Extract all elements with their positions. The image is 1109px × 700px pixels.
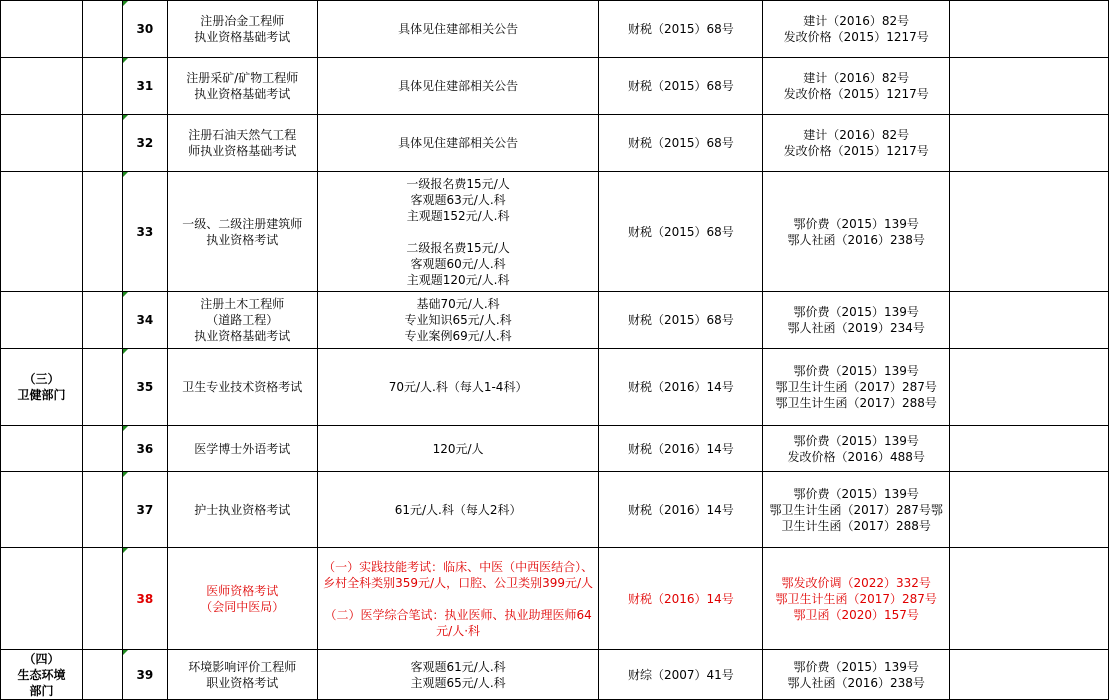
blank-cell — [82, 1, 122, 58]
tax-policy: 财税（2015）68号 — [599, 58, 763, 115]
tax-policy: 财税（2015）68号 — [599, 1, 763, 58]
tax-policy: 财税（2016）14号 — [599, 426, 763, 472]
pricing-docs: 鄂价费（2015）139号 鄂人社函（2016）238号 — [763, 650, 950, 700]
exam-name: 护士执业资格考试 — [167, 472, 317, 548]
category-health: （三） 卫健部门 — [1, 349, 83, 426]
table-row — [1, 115, 1109, 172]
fee-practical: （一）实践技能考试：临床、中医（中西医结合）、乡村全科类别359元/人，口腔、公卫类别399元/人 — [323, 559, 594, 590]
exam-name: 一级、二级注册建筑师 执业资格考试 — [167, 172, 317, 292]
fee-level-one: 一级报名费15元/人 客观题63元/人.科 主观题152元/人.科 — [406, 176, 510, 223]
fee-standard — [317, 172, 599, 292]
tax-policy: 财税（2016）14号 — [599, 349, 763, 426]
remarks-cell — [950, 172, 1109, 292]
table-row — [1, 426, 1109, 472]
tax-policy: 财综（2007）41号 — [599, 650, 763, 700]
table-row — [1, 548, 1109, 650]
category-cell — [1, 172, 83, 292]
row-number: 38 — [122, 548, 167, 650]
table-row — [1, 292, 1109, 349]
fee-level-two: 二级报名费15元/人 客观题60元/人.科 主观题120元/人.科 — [406, 240, 510, 287]
fee-standard: 具体见住建部相关公告 — [317, 115, 599, 172]
remarks-cell — [950, 426, 1109, 472]
row-number: 35 — [122, 349, 167, 426]
exam-name: 注册石油天然气工程 师执业资格基础考试 — [167, 115, 317, 172]
fee-written: （二）医学综合笔试：执业医师、执业助理医师64元/人·科 — [324, 607, 592, 638]
row-number: 37 — [122, 472, 167, 548]
blank-cell — [82, 548, 122, 650]
fee-standard: 客观题61元/人.科 主观题65元/人.科 — [317, 650, 599, 700]
tax-policy: 财税（2016）14号 — [599, 472, 763, 548]
category-cell — [1, 472, 83, 548]
row-number: 34 — [122, 292, 167, 349]
table-row — [1, 1, 1109, 58]
category-cell — [1, 58, 83, 115]
exam-name: 卫生专业技术资格考试 — [167, 349, 317, 426]
tax-policy: 财税（2015）68号 — [599, 115, 763, 172]
blank-cell — [82, 650, 122, 700]
row-number: 36 — [122, 426, 167, 472]
exam-name: 医师资格考试 （会同中医局） — [167, 548, 317, 650]
blank-cell — [82, 472, 122, 548]
table-row — [1, 58, 1109, 115]
remarks-cell — [950, 115, 1109, 172]
exam-name: 注册土木工程师 （道路工程） 执业资格基础考试 — [167, 292, 317, 349]
category-eco: （四） 生态环境 部门 — [1, 650, 83, 700]
tax-policy: 财税（2015）68号 — [599, 292, 763, 349]
row-number: 32 — [122, 115, 167, 172]
remarks-cell — [950, 58, 1109, 115]
blank-cell — [82, 426, 122, 472]
fee-standard: 具体见住建部相关公告 — [317, 58, 599, 115]
fee-standard — [317, 548, 599, 650]
fee-standard: 120元/人 — [317, 426, 599, 472]
category-cell — [1, 426, 83, 472]
pricing-docs: 建计（2016）82号 发改价格（2015）1217号 — [763, 58, 950, 115]
blank-cell — [82, 172, 122, 292]
fee-standard: 70元/人.科（每人1-4科） — [317, 349, 599, 426]
remarks-cell — [950, 1, 1109, 58]
category-cell — [1, 548, 83, 650]
remarks-cell — [950, 650, 1109, 700]
exam-name: 注册冶金工程师 执业资格基础考试 — [167, 1, 317, 58]
tax-policy: 财税（2015）68号 — [599, 172, 763, 292]
category-cell — [1, 292, 83, 349]
blank-cell — [82, 292, 122, 349]
tax-policy: 财税（2016）14号 — [599, 548, 763, 650]
row-number: 33 — [122, 172, 167, 292]
pricing-docs: 鄂价费（2015）139号 发改价格（2016）488号 — [763, 426, 950, 472]
remarks-cell — [950, 349, 1109, 426]
pricing-docs: 建计（2016）82号 发改价格（2015）1217号 — [763, 1, 950, 58]
exam-name: 医学博士外语考试 — [167, 426, 317, 472]
blank-cell — [82, 115, 122, 172]
remarks-cell — [950, 548, 1109, 650]
table-row — [1, 472, 1109, 548]
row-number: 30 — [122, 1, 167, 58]
category-cell — [1, 1, 83, 58]
pricing-docs: 鄂价费（2015）139号 鄂卫生计生函（2017）287号鄂 卫生计生函（2017）288号 — [763, 472, 950, 548]
pricing-docs: 鄂价费（2015）139号 鄂卫生计生函（2017）287号 鄂卫生计生函（2017）288号 — [763, 349, 950, 426]
pricing-docs: 建计（2016）82号 发改价格（2015）1217号 — [763, 115, 950, 172]
row-number: 31 — [122, 58, 167, 115]
exam-name: 环境影响评价工程师 职业资格考试 — [167, 650, 317, 700]
pricing-docs: 鄂价费（2015）139号 鄂人社函（2019）234号 — [763, 292, 950, 349]
blank-cell — [82, 349, 122, 426]
remarks-cell — [950, 292, 1109, 349]
row-number: 39 — [122, 650, 167, 700]
pricing-docs: 鄂发改价调（2022）332号 鄂卫生计生函（2017）287号 鄂卫函（2020）157号 — [763, 548, 950, 650]
table-row — [1, 172, 1109, 292]
pricing-docs: 鄂价费（2015）139号 鄂人社函（2016）238号 — [763, 172, 950, 292]
blank-cell — [82, 58, 122, 115]
table-row — [1, 349, 1109, 426]
fee-standard: 61元/人.科（每人2科） — [317, 472, 599, 548]
fee-standard: 具体见住建部相关公告 — [317, 1, 599, 58]
remarks-cell — [950, 472, 1109, 548]
fee-standard: 基础70元/人.科 专业知识65元/人.科 专业案例69元/人.科 — [317, 292, 599, 349]
category-cell — [1, 115, 83, 172]
exam-name: 注册采矿/矿物工程师 执业资格基础考试 — [167, 58, 317, 115]
table-row — [1, 650, 1109, 700]
